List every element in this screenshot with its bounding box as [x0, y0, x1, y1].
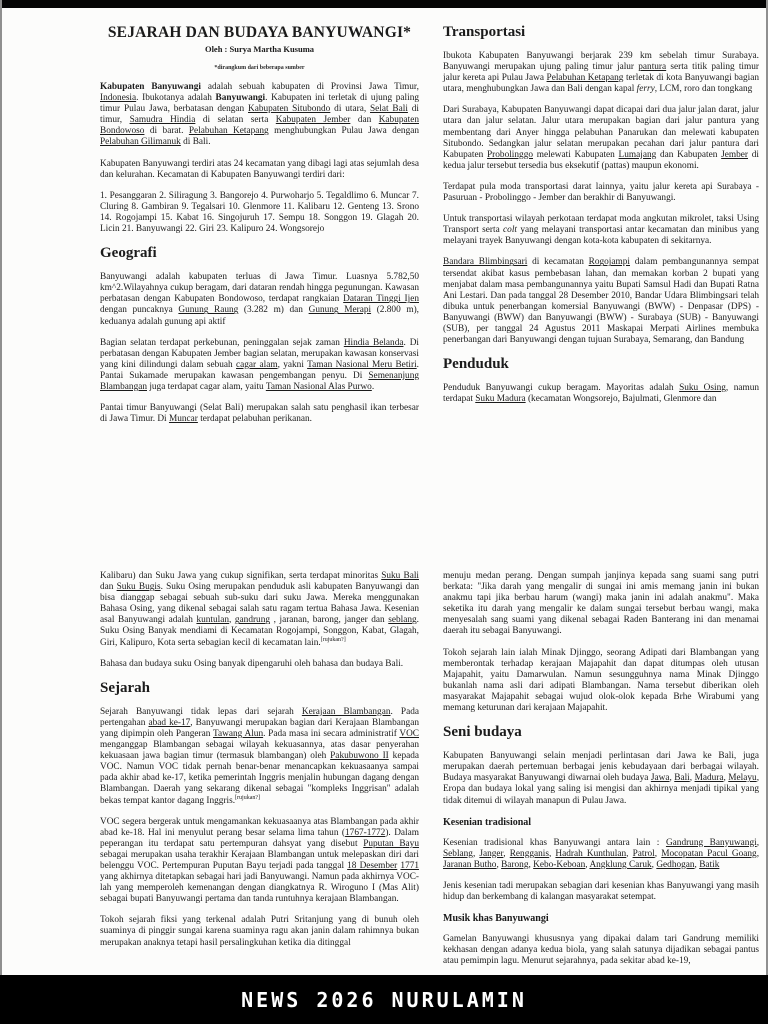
intro-paragraph-2: Kabupaten Banyuwangi terdiri atas 24 kecamatan yang dibagi lagi atas sejumlah desa dan kelurahan. Kecamatan di Kabupaten Banyuwangi terdiri dari: — [100, 158, 419, 180]
subheading-kesenian-tradisional: Kesenian tradisional — [443, 816, 532, 828]
kecamatan-list: 1. Pesanggaran 2. Siliragung 3. Bangorejo 4. Purwoharjo 5. Tegaldlimo 6. Muncar 7. Cluring 8. Gambiran 9. Tegalsari 10. Glenmore 11. Kalibaru 12. Genteng 13. Srono 14. Rogojampi 15. Kabat 16. Singojuruh 17. Sempu 18. Songgon 19. Glagah 20. Licin 21. Banyuwangi 22. Giri 23. Kalipuro 24. Wongsorejo — [100, 190, 419, 235]
transportasi-paragraph-2: Dari Surabaya, Kabupaten Banyuwangi dapat dicapai dari dua jalur jalan darat, jalur utara dan jalur selatan. Jalur utara merupakan bagian dari jalur pantura yang membentang dari Anyer hingga pelabuhan Panarukan dan melewati kabupaten Situbondo. Sedangkan jalur selatan merupakan pecahan dari jalur pantura dari Kabupaten Probolinggo melewati Kabupaten Lumajang dan Kabupaten Jember di kedua jalur tersebut tersedia bus eksekutif (pattas) maupun ekonomi. — [443, 105, 759, 171]
heading-seni-budaya: Seni budaya — [443, 724, 522, 741]
geografi-paragraph-3: Pantai timur Banyuwangi (Selat Bali) merupakan salah satu penghasil ikan terbesar di Jawa Timur. Di Muncar terdapat pelabuhan perikanan. — [100, 403, 419, 425]
kesenian-paragraph-1: Kesenian tradisional khas Banyuwangi antara lain : Gandrung Banyuwangi, Seblang, Janger, Rengganis, Hadrah Kunthulan, Patrol, Mocopatan Pacul Goang, Jaranan Butho, Barong, Kebo-Keboan, Angklung Caruk, Gedhogan, Batik — [443, 837, 760, 870]
subheading-musik-khas: Musik khas Banyuwangi — [443, 913, 549, 925]
scan-edge-left — [0, 0, 2, 1024]
watermark-bar — [0, 975, 768, 1024]
sejarah-paragraph-4: Tokoh sejarah lain ialah Minak Djinggo, seorang Adipati dari Blambangan yang memberontak terhadap kerajaan Majapahit dan dapat ditumpas oleh utusan Majapahit, yaitu Damarwulan. Namun sesungguhnya nama Minak Djinggo bukanlah nama asli dari adipati Blambangan. Nama tersebut diberikan oleh masyarakat Majapahit sebagai wujud olok-olok kepada Brhe Wirabumi yang memang keturunan dari kerajaan Majapahit. — [443, 647, 759, 714]
sejarah-paragraph-3: Tokoh sejarah fiksi yang terkenal adalah Putri Sritanjung yang di bunuh oleh suaminya di pinggir sungai karena suaminya ragu akan janin dalam rahimnya bukan merupakan anaknya tetapi hasil persalingkuhan ketika dia ditinggal — [100, 915, 419, 948]
sejarah-paragraph-1: Sejarah Banyuwangi tidak lepas dari sejarah Kerajaan Blambangan. Pada pertengahan abad ke-17, Banyuwangi merupakan bagian dari Kerajaan Blambangan yang dipimpin oleh Pangeran Tawang Alun. Pada masa ini secara administratif VOC menganggap Blambangan sebagai wilayah kekuasannya, atas dasar penyerahan kekuasaan jawa bagian timur (termasuk blambangan) oleh Pakubuwono II kepada VOC. Namun VOC tidak pernah benar-benar menancapkan kekuasaanya sampai pada akhir abad ke-17, ketika pemerintah Inggris menjalin hubungan dagang dengan Blambangan. Daerah yang sekarang dikenal sebagai "kompleks Inggrisan" adalah bekas tempat kantor dagang Inggris.[rujukan?] — [100, 706, 419, 806]
penduduk-paragraph-continued: Kalibaru) dan Suku Jawa yang cukup signifikan, serta terdapat minoritas Suku Bali dan Suku Bugis. Suku Osing merupakan penduduk asli kabupaten Banyuwangi dan bisa dianggap sebagai sebuah sub-suku dari suku Jawa. Mereka menggunakan Bahasa Osing, yang dikenal sebagai salah satu ragam tertua Bahasa Jawa. Kesenian asal Banyuwangi adalah kuntulan, gandrung , jaranan, barong, janger dan seblang. Suku Osing Banyak mendiami di Kecamatan Rogojampi, Songgon, Kabat, Glagah, Giri, Kalipuro, Kota serta sebagian kecil di kecamatan lain.[rujukan?] — [100, 571, 420, 648]
intro-paragraph-1: Kabupaten Banyuwangi adalah sebuah kabupaten di Provinsi Jawa Timur, Indonesia. Ibukotanya adalah Banyuwangi. Kabupaten ini terletak di ujung paling timur Pulau Jawa, berbatasan dengan Kabupaten Situbondo di utara, Selat Bali di timur, Samudra Hindia di selatan serta Kabupaten Jember dan Kabupaten Bondowoso di barat. Pelabuhan Ketapang menghubungkan Pulau Jawa dengan Pelabuhan Gilimanuk di Bali. — [100, 82, 420, 148]
musik-paragraph-1: Gamelan Banyuwangi khususnya yang dipakai dalam tari Gandrung memiliki kekhasan dengan adanya kedua biola, yang salah satunya dijadikan sebagai pantus atau pemimpin lagu. Menurut sejarahnya, pada sekitar abad ke-19, — [443, 934, 759, 967]
heading-geografi: Geografi — [100, 245, 157, 262]
article-title: SEJARAH DAN BUDAYA BANYUWANGI* — [107, 24, 412, 41]
column-top-left — [100, 24, 419, 435]
byline-note: *dirangkum dari beberapa sumber — [214, 65, 305, 71]
geografi-paragraph-1: Banyuwangi adalah kabupaten terluas di Jawa Timur. Luasnya 5.782,50 km^2.Wilayahnya cukup beragam, dari dataran rendah hingga pegunungan. Kawasan perbatasan dengan Kabupaten Bondowoso, terdapat rangkaian Dataran Tinggi Ijen dengan puncaknya Gunung Raung (3.282 m) dan Gunung Merapi (2.800 m), keduanya adalah gunung api aktif — [100, 272, 420, 327]
seni-budaya-paragraph-1: Kabupaten Banyuwangi selain menjadi perlintasan dari Jawa ke Bali, juga merupakan daerah pertemuan berbagai jenis kebudayaan dari berbagai wilayah. Budaya masyarakat Banyuwangi diwarnai oleh budaya Jawa, Bali, Madura, Melayu, Eropa dan budaya lokal yang saling isi mengisi dan akhirnya menjadi tipikal yang tidak ditemui di wilayah manapun di Pulau Jawa. — [443, 751, 760, 806]
geografi-paragraph-2: Bagian selatan terdapat perkebunan, peninggalan sejak zaman Hindia Belanda. Di perbatasan dengan Kabupaten Jember bagian selatan, merupakan kawasan konservasi yang kini dilindungi dalam sebuah cagar alam, yakni Taman Nasional Meru Betiri. Pantai Sukamade merupakan kawasan pengembangan penyu. Di Semenanjung Blambangan juga terdapat cagar alam, yaitu Taman Nasional Alas Purwo. — [100, 337, 419, 392]
sejarah-paragraph-3-continued: menuju medan perang. Dengan sumpah janjinya kepada sang suami sang putri berkata: "Jika darah yang mengalir di sungai ini amis memang janin ini bukan anakmu tapi jika berbau harum (wangi) maka janin ini adalah anakmu". Maka seketika itu darah yang mengalir ke dalam sungai tersebut berbau wangi, maka menyesalah sang suami yang dikenal sebagai Raden Banterang ini dan menamai daerah itu sebagai Banyuwangi. — [443, 571, 759, 637]
transportasi-paragraph-4: Untuk transportasi wilayah perkotaan terdapat moda angkutan mikrolet, taksi Using Transport serta colt yang melayani transportasi antar kecamatan dan minibus yang melayani trayek Banyuwangi dengan kota-kota kabupaten di sekitarnya. — [443, 214, 759, 247]
transportasi-paragraph-3: Terdapat pula moda transportasi darat lainnya, yaitu jalur kereta api Surabaya - Pasuruan - Probolinggo - Jember dan berakhir di Banyuwangi. — [443, 181, 759, 204]
column-top-right — [443, 24, 759, 415]
heading-penduduk: Penduduk — [443, 356, 509, 373]
penduduk-paragraph-2: Bahasa dan budaya suku Osing banyak dipengaruhi oleh bahasa dan budaya Bali. — [100, 658, 404, 669]
transportasi-paragraph-1: Ibukota Kabupaten Banyuwangi berjarak 239 km sebelah timur Surabaya. Banyuwangi merupakan ujung paling timur jalur pantura serta titik paling timur jalur kereta api Pulau Jawa Pelabuhan Ketapang terletak di kota Banyuwangi bagian utara, menghubungkan Jawa dan Bali dengan kapal ferry, LCM, roro dan tongkang — [443, 51, 759, 95]
transportasi-paragraph-5: Bandara Blimbingsari di kecamatan Rogojampi dalam pembangunannya sempat tersendat akibat kasus pembebasan lahan, dan memakan korban 2 bupati yang menjabat dalam masa pembangunannya yaitu Bupati Samsul Hadi dan Bupati Ratna Ani Lestari. Dan pada tanggal 28 Desember 2010, Bandar Udara Blimbingsari telah dibuka untuk penerbangan komersial Banyuwangi (BWW) - Denpasar (DPS) - Banyuwangi (BWW) dan Banyuwangi (BWW) - Surabaya (SUB) - Banyuwangi (SUB), per tanggal 24 Agustus 2011 Maskapai Merpati Airlines membuka penerbangan dari Banyuwangi dengan tujuan Surabaya, Semarang, dan Bandung — [443, 257, 759, 346]
watermark-text: NEWS 2026 NURULAMIN — [241, 987, 527, 1012]
scan-top-bar — [0, 0, 768, 8]
heading-sejarah: Sejarah — [100, 679, 150, 696]
sejarah-paragraph-2: VOC segera bergerak untuk mengamankan kekuasaanya atas Blambangan pada akhir abad ke-18. Hal ini menyulut perang besar selama lima tahun (1767-1772). Dalam peperangan itu terdapat satu pertempuran dahsyat yang disebut Puputan Bayu sebagai merupakan usaha terakhir Kerajaan Blambangan untuk melepaskan diri dari belenggu VOC. Pertempuran Puputan Bayu terjadi pada tanggal 18 Desember 1771 yang akhirnya ditetapkan sebagai hari jadi Banyuwangi. Namun pada akhirnya VOC-lah yang memperoleh kemenangan dengan diangkatnya R. Wiroguno I (Mas Alit) sebagai bupati Banyuwangi pertama dan tanda runtuhnya kerajaan Blambangan. — [100, 816, 420, 905]
column-bottom-left — [100, 571, 419, 959]
heading-transportasi: Transportasi — [443, 24, 526, 40]
penduduk-paragraph-1: Penduduk Banyuwangi cukup beragam. Mayoritas adalah Suku Osing, namun terdapat Suku Madura (kecamatan Wongsorejo, Bajulmati, Glenmore dan — [443, 383, 759, 405]
kesenian-paragraph-2: Jenis kesenian tadi merupakan sebagian dari kesenian khas Banyuwangi yang masih hidup dan berkembang di kalangan masyarakat setempat. — [443, 880, 759, 902]
article-byline: Oleh : Surya Martha Kusuma — [204, 44, 315, 54]
column-bottom-right — [443, 571, 759, 977]
